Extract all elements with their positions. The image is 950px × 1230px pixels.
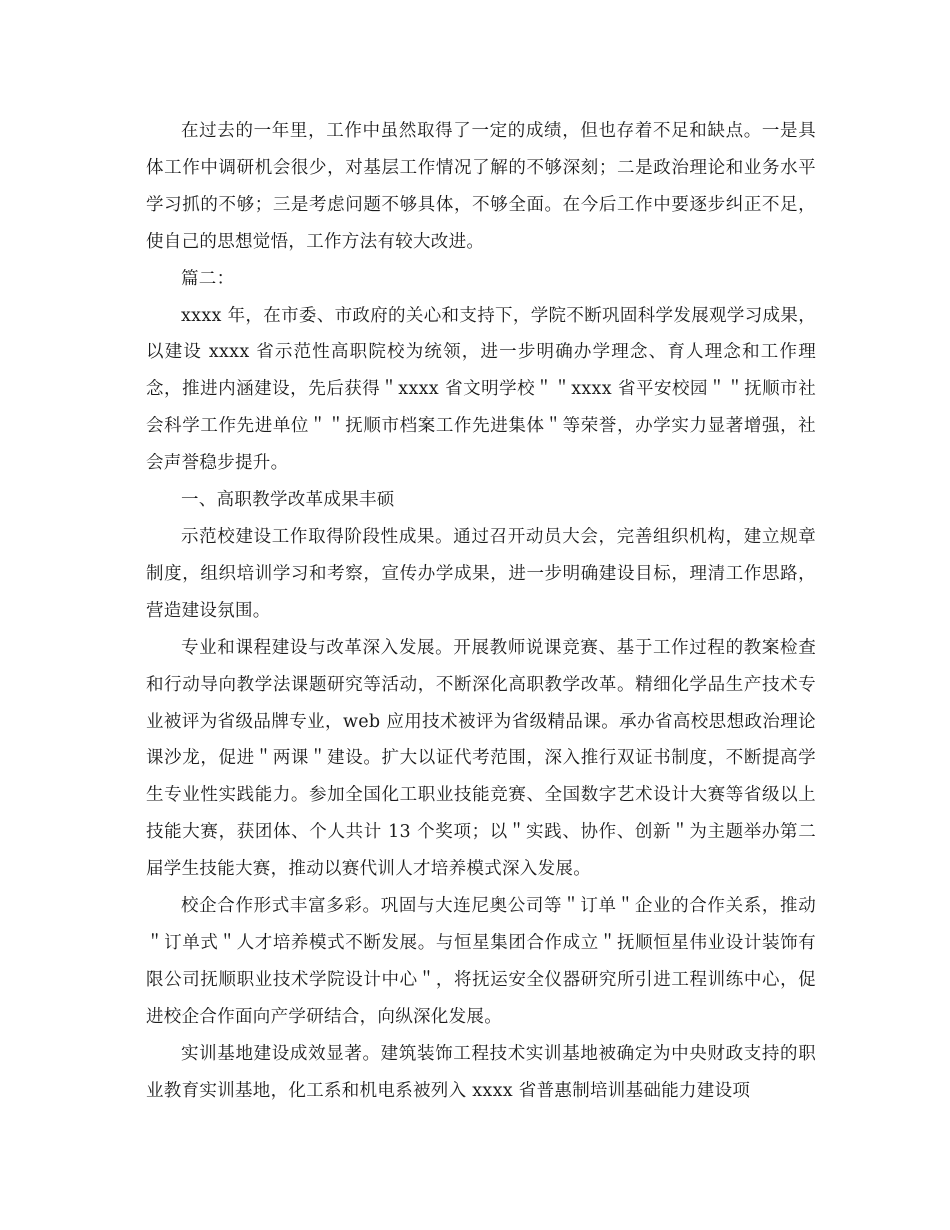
paragraph-intro: xxxx 年，在市委、市政府的关心和支持下，学院不断巩固科学发展观学习成果，以建设 xxxx 省示范性高职院校为统领，进一步明确办学理念、育人理念和工作理念，推进内涵建设，先后获得＂xxxx 省文明学校＂＂xxxx 省平安校园＂＂抚顺市社会科学工作先进单位＂＂抚顺市档案工作先进集体＂等荣誉，办学实力显著增强，社会声誉稳步提升。 (146, 305, 816, 474)
document-body (146, 113, 816, 1109)
paragraph-curriculum-reform: 专业和课程建设与改革深入发展。开展教师说课竞赛、基于工作过程的教案检查和行动导向教学法课题研究等活动，不断深化高职教学改革。精细化学品生产技术专业被评为省级品牌专业，web 应用技术被评为省级精品课。承办省高校思想政治理论课沙龙，促进＂两课＂建设。扩大以证代考范围，深入推行双证书制度，不断提高学生专业性实践能力。参加全国化工职业技能竞赛、全国数字艺术设计大赛等省级以上技能大赛，获团体、个人共计 13 个奖项；以＂实践、协作、创新＂为主题举办第二届学生技能大赛，推动以赛代训人才培养模式深入发展。 (146, 637, 816, 880)
paragraph-training-base: 实训基地建设成效显著。建筑装饰工程技术实训基地被确定为中央财政支持的职业教育实训基地，化工系和机电系被列入 xxxx 省普惠制培训基础能力建设项 (146, 1043, 816, 1101)
section-heading-part-two: 篇二： (181, 268, 235, 289)
paragraph-demonstration-school: 示范校建设工作取得阶段性成果。通过召开动员大会，完善组织机构，建立规章制度，组织培训学习和考察，宣传办学成果，进一步明确建设目标，理清工作思路，营造建设氛围。 (146, 526, 816, 621)
paragraph-summary: 在过去的一年里，工作中虽然取得了一定的成绩，但也存着不足和缺点。一是具体工作中调研机会很少，对基层工作情况了解的不够深刻；二是政治理论和业务水平学习抓的不够；三是考虑问题不够具体，不够全面。在今后工作中要逐步纠正不足，使自己的思想觉悟，工作方法有较大改进。 (146, 121, 816, 252)
paragraph-school-enterprise: 校企合作形式丰富多彩。巩固与大连尼奥公司等＂订单＂企业的合作关系，推动＂订单式＂人才培养模式不断发展。与恒星集团合作成立＂抚顺恒星伟业设计装饰有限公司抚顺职业技术学院设计中心＂，将抚运安全仪器研究所引进工程训练中心，促进校企合作面向产学研结合，向纵深化发展。 (146, 896, 816, 1027)
section-heading-teaching-reform: 一、高职教学改革成果丰硕 (181, 490, 395, 511)
